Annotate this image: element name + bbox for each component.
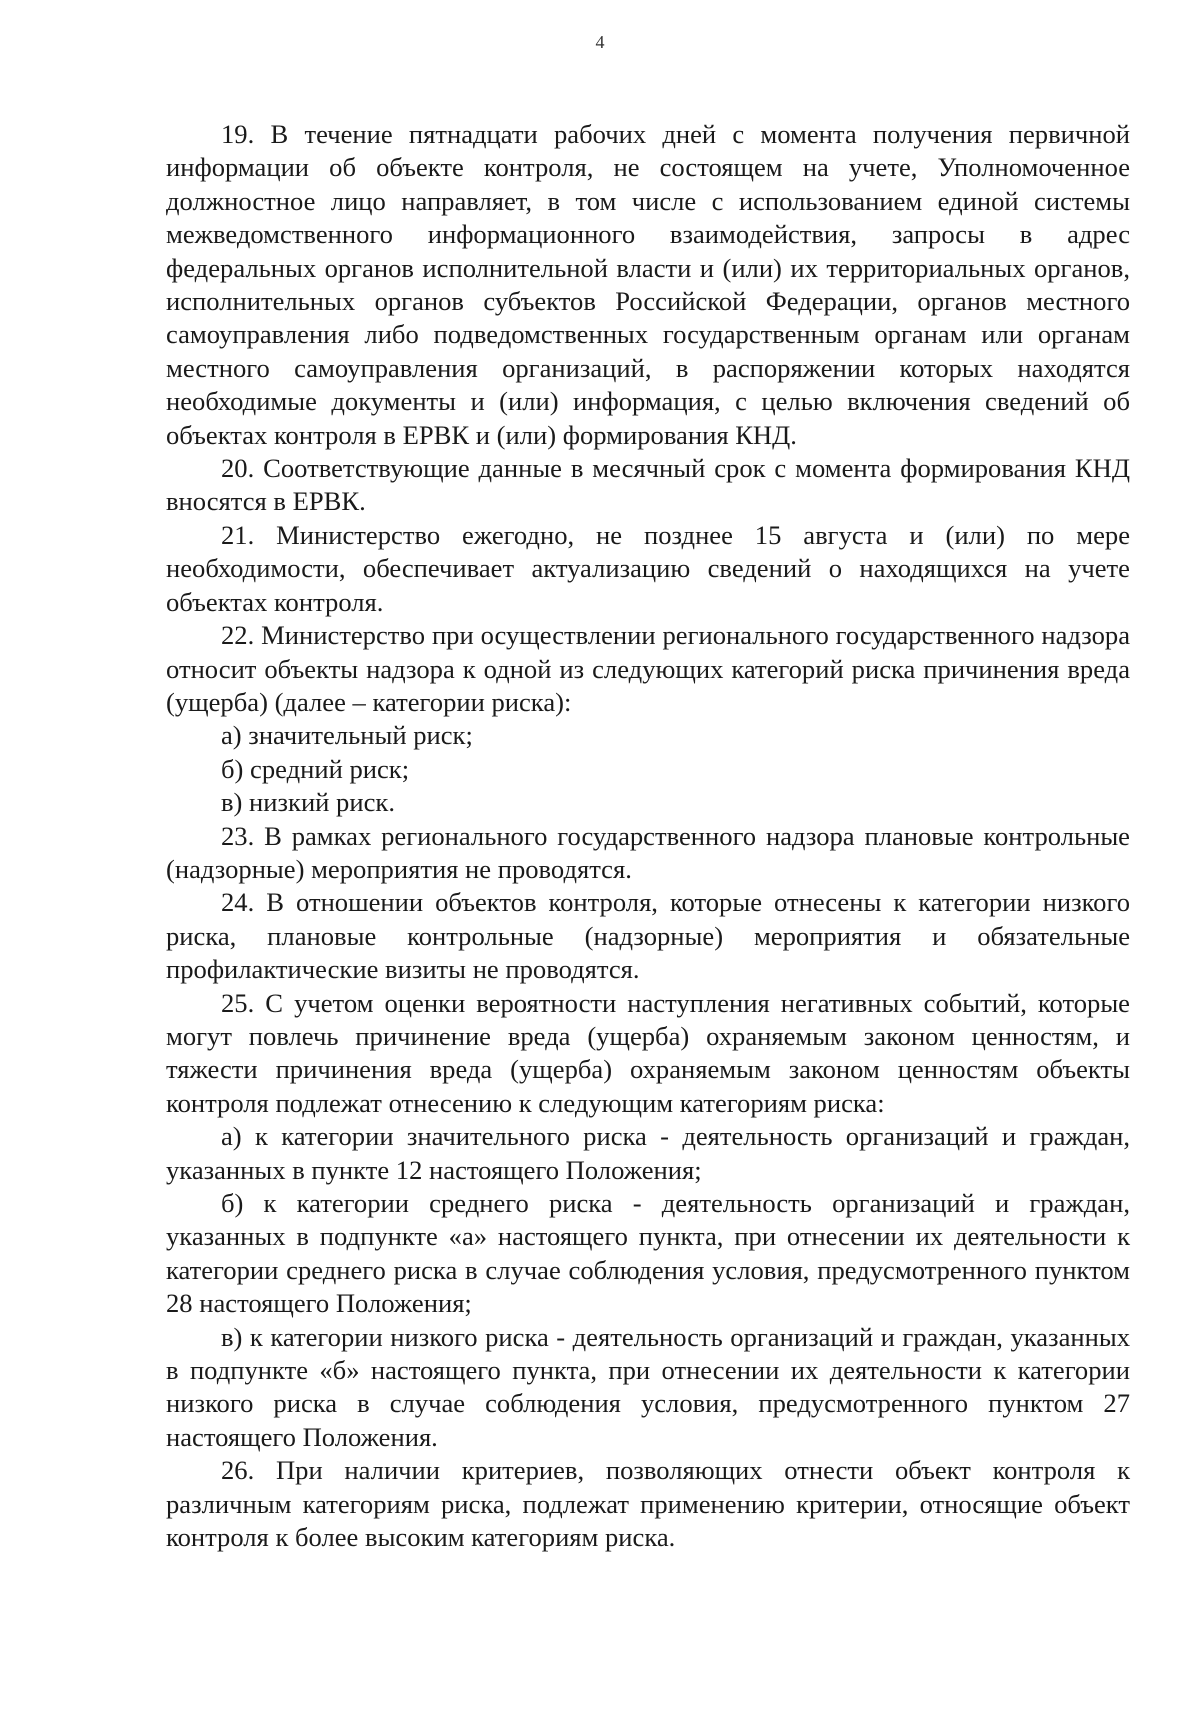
list-item-a: а) значительный риск; — [221, 720, 473, 751]
paragraph-22: 22. Министерство при осуществлении регионального государственного надзора относит объекты надзора к одной из следующих категорий риска причинения вреда (ущерба) (далее – категории риска): — [166, 620, 1130, 717]
paragraph-24: 24. В отношении объектов контроля, которые отнесены к категории низкого риска, плановые контрольные (надзорные) мероприятия и обязательные профилактические визиты не проводятся. — [166, 887, 1130, 985]
paragraph-25: 25. С учетом оценки вероятности наступления негативных событий, которые могут повлечь причинение вреда (ущерба) охраняемым законом ценностям, и тяжести причинения вреда (ущерба) охраняемым законом ценностям объекты контроля подлежат отнесению к следующим категориям риска: — [166, 987, 1130, 1118]
paragraph-26: 26. При наличии критериев, позволяющих отнести объект контроля к различным категориям риска, подлежат применению критерии, относящие объект контроля к более высоким категориям риска. — [166, 1455, 1130, 1553]
paragraph-25-a: а) к категории значительного риска - деятельность организаций и граждан, указанных в пункте 12 настоящего Положения; — [166, 1121, 1130, 1185]
document-body — [166, 118, 1130, 1554]
page-number: 4 — [595, 32, 605, 52]
list-item-b: б) средний риск; — [221, 753, 410, 784]
paragraph-20: 20. Соответствующие данные в месячный срок с момента формирования КНД вносятся в ЕРВК. — [166, 453, 1130, 517]
paragraph-25-b: б) к категории среднего риска - деятельность организаций и граждан, указанных в подпункте «а» настоящего пункта, при отнесении их деятельности к категории среднего риска в случае соблюдения условия, предусмотренного пунктом 28 настоящего Положения; — [166, 1188, 1130, 1319]
paragraph-19: 19. В течение пятнадцати рабочих дней с момента получения первичной информации об объекте контроля, не состоящем на учете, Уполномоченное должностное лицо направляет, в том числе с использованием единой системы межведомственного информационного взаимодействия, запросы в адрес федеральных органов исполнительной власти и (или) их территориальных органов, исполнительных органов субъектов Российской Федерации, органов местного самоуправления либо подведомственных государственным органам или органам местного самоуправления организаций, в распоряжении которых находятся необходимые документы и (или) информация, с целью включения сведений об объектах контроля в ЕРВК и (или) формирования КНД. — [166, 119, 1130, 450]
paragraph-25-v: в) к категории низкого риска - деятельность организаций и граждан, указанных в подпункте «б» настоящего пункта, при отнесении их деятельности к категории низкого риска в случае соблюдения условия, предусмотренного пунктом 27 настоящего Положения. — [166, 1321, 1130, 1452]
list-item-v: в) низкий риск. — [221, 787, 395, 818]
paragraph-23: 23. В рамках регионального государственного надзора плановые контрольные (надзорные) мероприятия не проводятся. — [166, 820, 1130, 884]
paragraph-21: 21. Министерство ежегодно, не позднее 15 августа и (или) по мере необходимости, обеспечивает актуализацию сведений о находящихся на учете объектах контроля. — [166, 519, 1130, 617]
